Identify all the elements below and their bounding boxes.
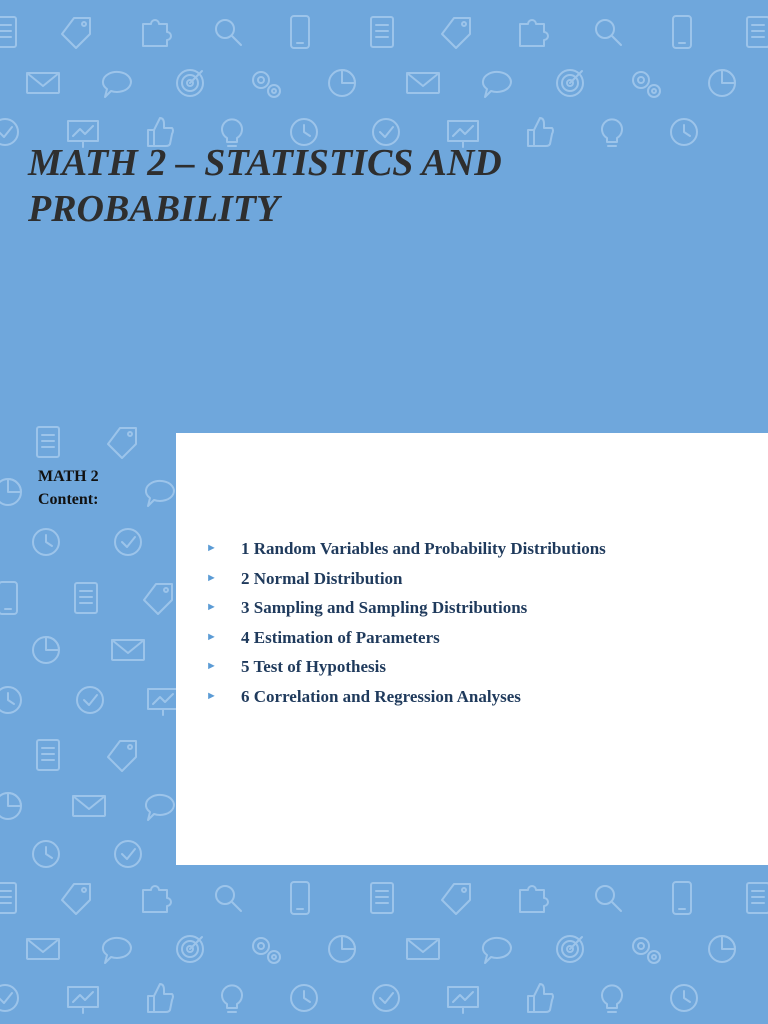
topic-list [206,534,606,712]
triangle-right-icon: ► [206,542,217,554]
topic-text: 2 Normal Distribution [241,568,403,588]
section-label-line-1: MATH 2 [38,468,99,485]
slide-title-line-1: MATH 2 – STATISTICS AND [28,142,502,184]
topic-text: 3 Sampling and Sampling Distributions [241,598,528,618]
section-label-line-2: Content: [38,491,99,508]
topic-item [206,534,606,564]
topic-item [206,652,606,682]
topic-item [206,593,606,623]
triangle-right-icon: ► [206,660,217,673]
topic-text: 4 Estimation of Parameters [241,627,440,647]
slide-title [28,140,668,232]
triangle-right-icon: ► [206,571,217,584]
topic-item [206,623,606,653]
topic-text: 1 Random Variables and Probability Distributions [241,539,606,558]
slide-title-line-2: PROBABILITY [28,188,280,230]
triangle-right-icon: ► [206,601,217,614]
topic-item [206,682,606,712]
triangle-right-icon: ► [206,630,217,643]
topic-text: 5 Test of Hypothesis [241,657,386,677]
topic-text: 6 Correlation and Regression Analyses [241,686,521,706]
triangle-right-icon: ► [206,689,217,702]
section-label [38,465,99,511]
topic-item [206,564,606,594]
